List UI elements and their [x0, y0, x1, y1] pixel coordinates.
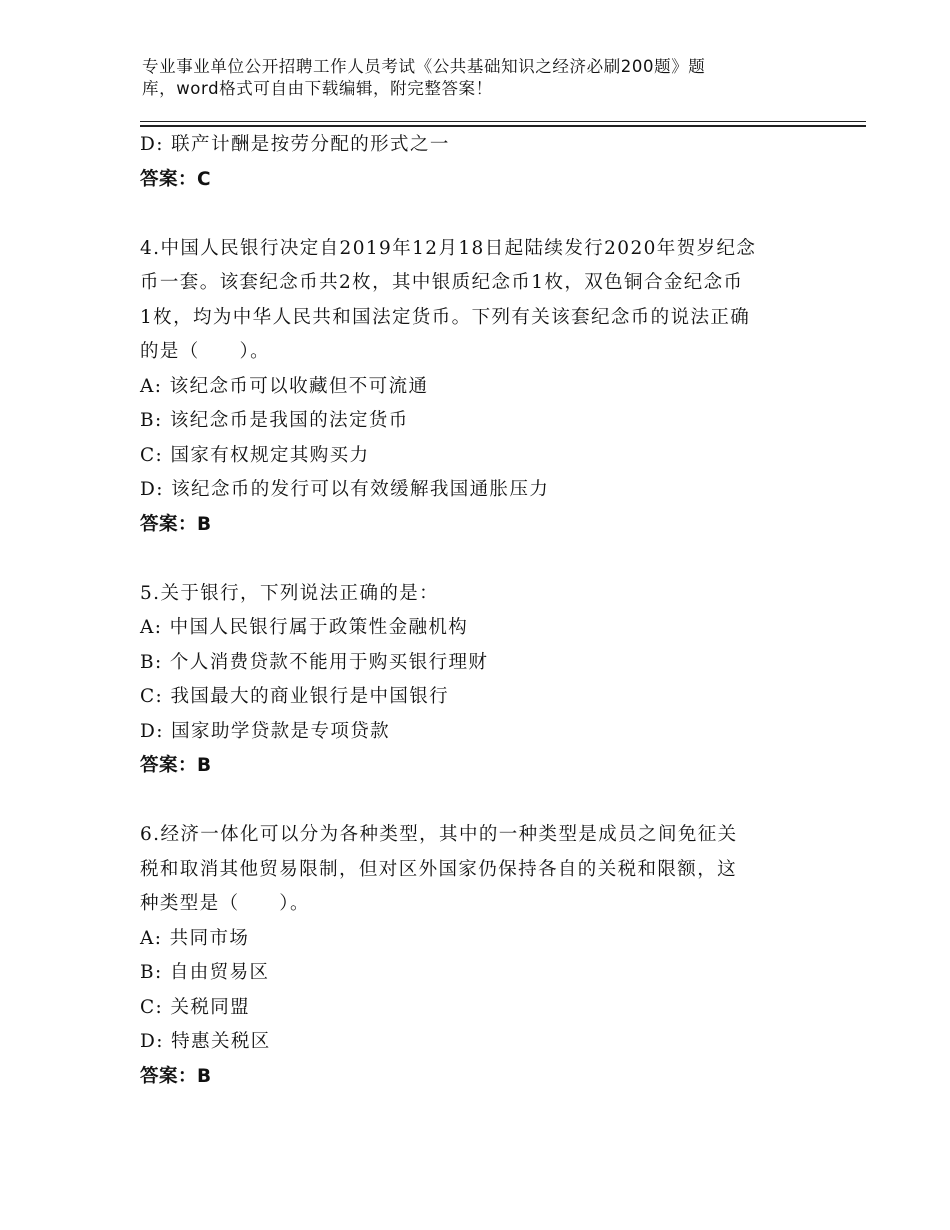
- option-c: C: 国家有权规定其购买力: [140, 444, 370, 466]
- answer-label: 答案：B: [140, 755, 212, 776]
- question-5: [140, 577, 820, 784]
- option-a: A: 中国人民银行属于政策性金融机构: [140, 617, 469, 638]
- question-stem-line: 种类型是（ ）。: [140, 893, 310, 914]
- question-stem-line: 6.经济一体化可以分为各种类型，其中的一种类型是成员之间免征关: [140, 824, 738, 845]
- question-stem-line: 5.关于银行，下列说法正确的是：: [140, 582, 440, 604]
- option-c: C: 关税同盟: [140, 996, 251, 1018]
- answer-label: 答案：B: [140, 1065, 212, 1087]
- answer-label: 答案：C: [140, 168, 212, 190]
- header-line-1: 专业事业单位公开招聘工作人员考试《公共基础知识之经济必刷200题》题: [142, 57, 706, 76]
- option-d: D: 国家助学贷款是专项贷款: [140, 720, 391, 742]
- header-line-2: 库，word格式可自由下载编辑，附完整答案！: [142, 79, 493, 98]
- spacer: [140, 784, 820, 819]
- option-d: D: 该纪念币的发行可以有效缓解我国通胀压力: [140, 479, 550, 500]
- question-stem-line: 税和取消其他贸易限制，但对区外国家仍保持各自的关税和限额，这: [140, 858, 738, 880]
- answer-label: 答案：B: [140, 513, 212, 535]
- header-divider-thick: [140, 125, 866, 127]
- option-d: D: 特惠关税区: [140, 1031, 271, 1052]
- question-stem-line: 的是（ ）。: [140, 341, 271, 362]
- option-b: B: 个人消费贷款不能用于购买银行理财: [140, 651, 489, 673]
- document-header: [142, 56, 842, 100]
- spacer: [140, 197, 820, 232]
- option-b: B: 该纪念币是我国的法定货币: [140, 410, 409, 431]
- option-a: A: 共同市场: [140, 927, 250, 949]
- option-b: B: 自由贸易区: [140, 962, 270, 983]
- question-4: [140, 232, 820, 543]
- question-stem-line: 4.中国人民银行决定自2019年12月18日起陆续发行2020年贺岁纪念: [140, 237, 757, 259]
- question-content: [140, 128, 820, 1094]
- option-c: C: 我国最大的商业银行是中国银行: [140, 686, 450, 707]
- question-stem-line: 币一套。该套纪念币共2枚，其中银质纪念币1枚，双色铜合金纪念币: [140, 272, 744, 293]
- spacer: [140, 542, 820, 577]
- option-d: D: 联产计酬是按劳分配的形式之一: [140, 134, 450, 155]
- question-6: [140, 818, 820, 1094]
- option-a: A: 该纪念币可以收藏但不可流通: [140, 375, 429, 397]
- question-stem-line: 1枚，均为中华人民共和国法定货币。下列有关该套纪念币的说法正确: [140, 306, 751, 328]
- question-3-tail: [140, 128, 820, 197]
- header-divider-thin: [140, 121, 866, 122]
